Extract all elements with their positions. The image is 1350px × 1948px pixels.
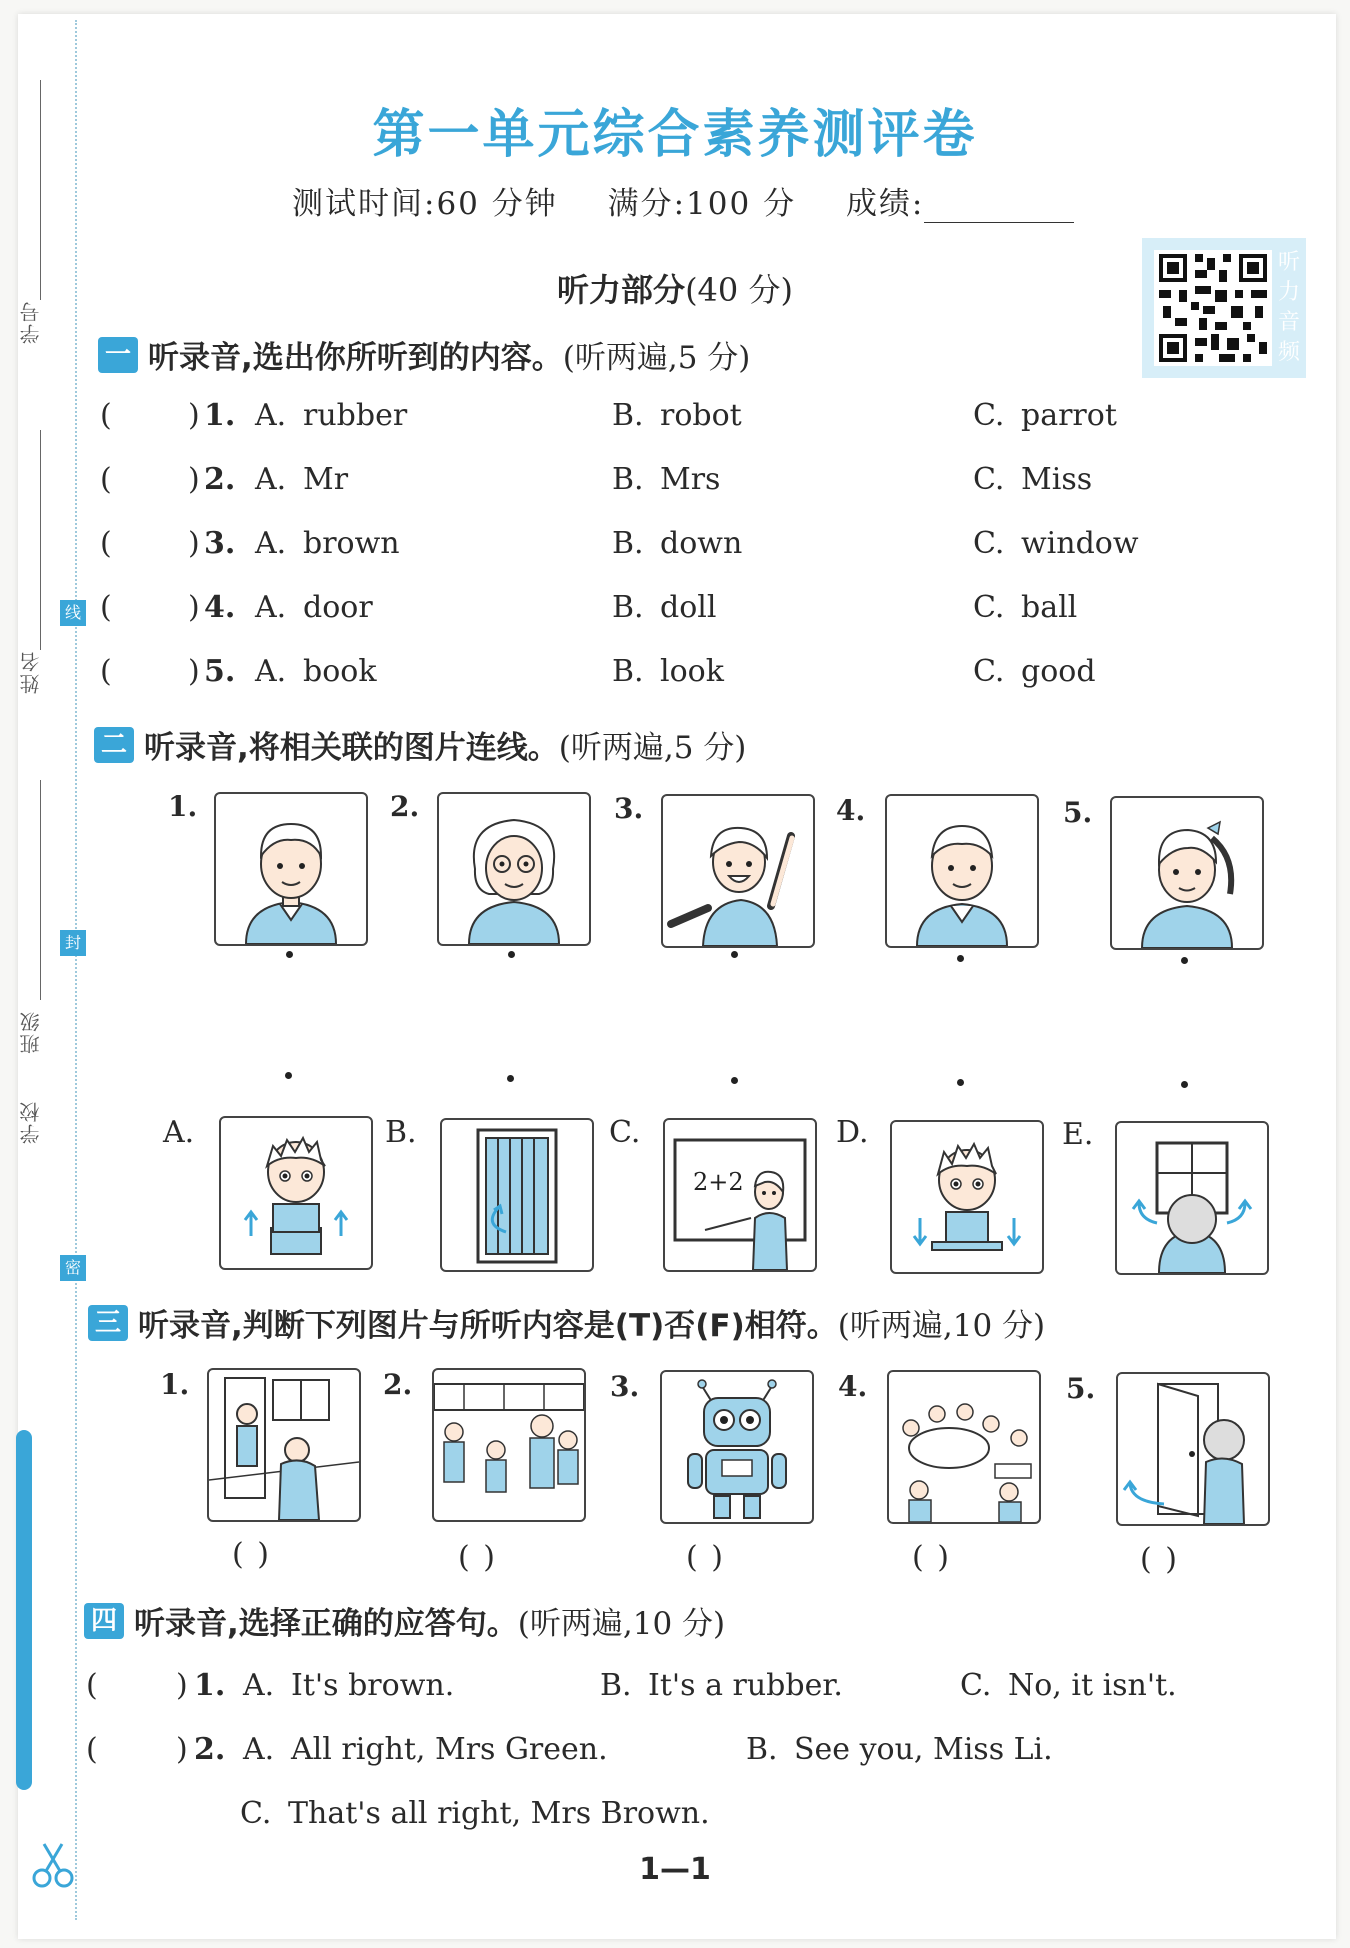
s1-option-a[interactable]: A. rubber (255, 398, 408, 433)
s1-option-a[interactable]: A. Mr (255, 462, 349, 497)
s4-q1-paren-open[interactable]: ( (86, 1668, 98, 1703)
s1-option-b[interactable]: B. doll (612, 590, 717, 625)
s2-picture-1-boy (214, 792, 368, 946)
s2-picture-c-teacher-board (663, 1118, 817, 1272)
section-3-heading: 三 听录音,判断下列图片与所听内容是(T)否(F)相符。(听两遍,10 分) (88, 1300, 1045, 1345)
s4-q2-option-a[interactable]: A. All right, Mrs Green. (243, 1732, 608, 1767)
s2-picture-a-boy-stand-up (219, 1116, 373, 1270)
s2-dot-top-4[interactable] (957, 955, 964, 962)
s2-letter-a: A. (163, 1115, 195, 1150)
s2-num-2: 2. (390, 790, 420, 823)
s1-question-number: 3. (204, 526, 236, 561)
s2-num-5: 5. (1063, 796, 1093, 829)
s2-dot-top-5[interactable] (1181, 957, 1188, 964)
s3-picture-2-family-meeting (432, 1368, 586, 1522)
test-time: 测试时间:60 分钟 (292, 186, 558, 222)
s1-question-number: 1. (204, 398, 236, 433)
margin-blue-strip (16, 1430, 32, 1790)
s1-option-a[interactable]: A. door (255, 590, 373, 625)
s1-paren-close: ) (188, 526, 200, 561)
s4-q2-option-c[interactable]: C. That's all right, Mrs Brown. (240, 1796, 710, 1831)
margin-tag-line: 线 (60, 600, 86, 626)
s1-option-c[interactable]: C. ball (973, 590, 1078, 625)
s1-option-b[interactable]: B. robot (612, 398, 742, 433)
s2-picture-4-boy (885, 794, 1039, 948)
margin-tag-seal: 封 (60, 930, 86, 956)
qr-label: 听 力 音 频 (1277, 250, 1300, 365)
s1-option-a[interactable]: A. brown (255, 526, 400, 561)
s1-option-b[interactable]: B. Mrs (612, 462, 721, 497)
s2-dot-bottom-c[interactable] (731, 1077, 738, 1084)
s3-num-5: 5. (1066, 1372, 1096, 1405)
s1-option-c[interactable]: C. Miss (973, 462, 1093, 497)
s2-num-4: 4. (836, 794, 866, 827)
s3-answer-4[interactable]: ( ) (912, 1540, 951, 1575)
s4-q1-number: 1. (194, 1668, 226, 1703)
s3-num-3: 3. (610, 1370, 640, 1403)
class-label: 班级 (19, 1010, 43, 1054)
s1-paren-close: ) (188, 398, 200, 433)
section-2-badge: 二 (94, 727, 134, 763)
s1-option-c[interactable]: C. good (973, 654, 1096, 689)
section-3-badge: 三 (88, 1305, 128, 1341)
s3-answer-1[interactable]: ( ) (232, 1537, 271, 1572)
s2-dot-top-1[interactable] (286, 951, 293, 958)
s3-num-1: 1. (160, 1368, 190, 1401)
s4-q2-paren-close: ) (176, 1732, 188, 1767)
class-line (40, 780, 41, 1000)
name-label: 姓名 (19, 650, 43, 694)
s2-num-3: 3. (614, 792, 644, 825)
s1-option-b[interactable]: B. look (612, 654, 724, 689)
page-title: 第一单元综合素养测评卷 (372, 105, 978, 165)
s1-option-c[interactable]: C. parrot (973, 398, 1117, 433)
s1-paren-close: ) (188, 590, 200, 625)
s1-question-number: 5. (204, 654, 236, 689)
s3-picture-4-classroom-tables (887, 1370, 1041, 1524)
s2-picture-2-woman (437, 792, 591, 946)
section-1-badge: 一 (98, 337, 138, 373)
s1-paren-open[interactable]: ( (100, 654, 112, 689)
s4-q1-paren-close: ) (176, 1668, 188, 1703)
s2-letter-b: B. (385, 1115, 417, 1150)
s3-picture-1-classroom-door (207, 1368, 361, 1522)
s1-paren-open[interactable]: ( (100, 398, 112, 433)
s2-dot-bottom-d[interactable] (957, 1079, 964, 1086)
test-meta (292, 178, 1112, 223)
board-text: 2+2 (693, 1168, 744, 1196)
school-label: 学校 (19, 1100, 43, 1144)
s4-q2-paren-open[interactable]: ( (86, 1732, 98, 1767)
section-1-heading: 一 听录音,选出你所听到的内容。(听两遍,5 分) (98, 332, 750, 377)
s1-paren-open[interactable]: ( (100, 590, 112, 625)
s3-answer-3[interactable]: ( ) (686, 1540, 725, 1575)
s2-picture-3-waving-girl (661, 794, 815, 948)
s1-option-c[interactable]: C. window (973, 526, 1139, 561)
section-2-heading: 二 听录音,将相关联的图片连线。(听两遍,5 分) (94, 722, 746, 767)
section-4-heading: 四 听录音,选择正确的应答句。(听两遍,10 分) (84, 1598, 725, 1643)
s1-option-a[interactable]: A. book (255, 654, 377, 689)
s2-dot-top-2[interactable] (508, 951, 515, 958)
s2-letter-d: D. (836, 1115, 869, 1150)
full-score: 满分:100 分 (607, 186, 797, 222)
s1-paren-close: ) (188, 462, 200, 497)
section-4-badge: 四 (84, 1603, 124, 1639)
margin-tag-secret: 密 (60, 1255, 86, 1281)
s2-picture-5-girl (1110, 796, 1264, 950)
s3-answer-5[interactable]: ( ) (1140, 1542, 1179, 1577)
s2-picture-e-open-window (1115, 1121, 1269, 1275)
s2-letter-e: E. (1062, 1117, 1094, 1152)
s2-picture-b-door (440, 1118, 594, 1272)
score-blank (924, 192, 1074, 223)
s3-answer-2[interactable]: ( ) (458, 1540, 497, 1575)
s1-paren-open[interactable]: ( (100, 462, 112, 497)
s2-num-1: 1. (168, 790, 198, 823)
name-line (40, 430, 41, 650)
part-heading: 听力部分(40 分) (557, 271, 793, 309)
s1-question-number: 2. (204, 462, 236, 497)
s1-option-b[interactable]: B. down (612, 526, 743, 561)
s1-question-number: 4. (204, 590, 236, 625)
s4-q1-option-b[interactable]: B. It's a rubber. (600, 1668, 843, 1703)
s4-q2-option-b[interactable]: B. See you, Miss Li. (746, 1732, 1053, 1767)
s3-num-2: 2. (383, 1368, 413, 1401)
seat-label: 学号 (19, 300, 43, 344)
s4-q1-option-a[interactable]: A. It's brown. (243, 1668, 455, 1703)
s2-dot-bottom-b[interactable] (507, 1075, 514, 1082)
s4-q2-number: 2. (194, 1732, 226, 1767)
s2-picture-d-boy-sit-down (890, 1120, 1044, 1274)
s4-q1-option-c[interactable]: C. No, it isn't. (960, 1668, 1177, 1703)
s1-paren-close: ) (188, 654, 200, 689)
s2-letter-c: C. (609, 1115, 641, 1150)
score-field: 成绩: (846, 186, 1074, 222)
page-number: 1—1 (639, 1852, 711, 1887)
s3-num-4: 4. (838, 1370, 868, 1403)
s3-picture-5-close-door (1116, 1372, 1270, 1526)
s2-dot-bottom-e[interactable] (1181, 1081, 1188, 1088)
s2-dot-bottom-a[interactable] (285, 1072, 292, 1079)
s1-paren-open[interactable]: ( (100, 526, 112, 561)
s2-dot-top-3[interactable] (731, 951, 738, 958)
s3-picture-3-robot (660, 1370, 814, 1524)
